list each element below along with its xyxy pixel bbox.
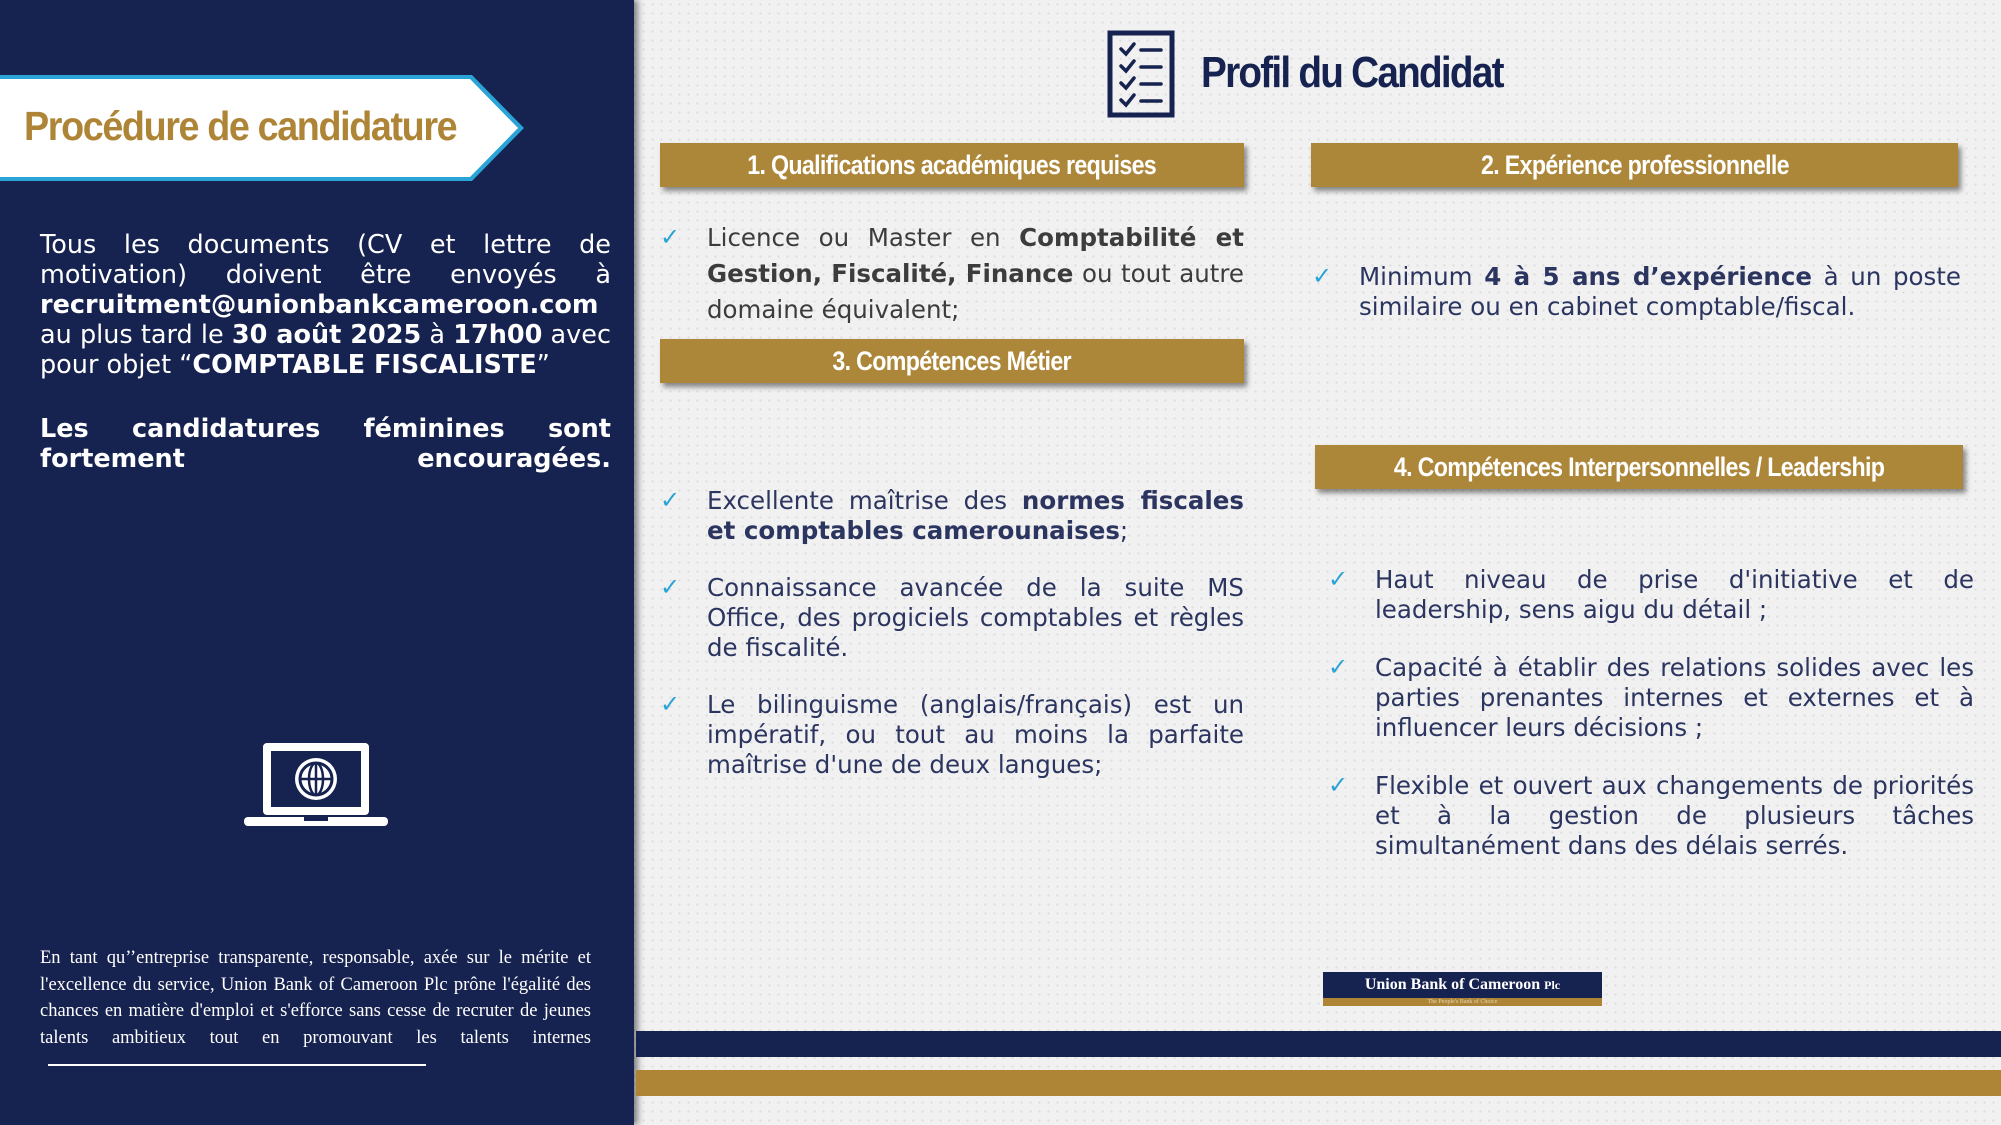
left-panel [0,0,634,1125]
check-icon: ✓ [660,690,681,718]
metier-item-1: ✓ Excellente maîtrise des normes fiscales et comptables camerounaises; [660,486,1244,545]
equal-opportunity-statement: En tant qu’’entreprise transparente, responsable, axée sur le mérite et l'excellence du service, Union Bank of Cameroon Plc prône l'égalité des chances en matière d'emploi et s'efforce sans cesse de recruter de jeunes talents ambitieux tout en promouvant les talents internes [40,945,591,1078]
deadline-line: au plus tard le 30 août 2025 à 17h00 avec [40,320,611,350]
check-icon: ✓ [1328,653,1349,681]
check-icon: ✓ [1328,565,1349,593]
procedure-banner [0,75,526,183]
interpersonal-item-3: ✓ Flexible et ouvert aux changements de priorités et à la gestion de plusieurs tâches simultanément dans des délais serrés. [1328,771,1974,860]
check-icon: ✓ [1328,771,1349,799]
deadline-time: 17h00 [453,320,543,350]
check-icon: ✓ [660,573,681,601]
page-title: Profil du Candidat [1201,48,1503,97]
metier-item-3: ✓ Le bilinguisme (anglais/français) est un impératif, ou tout au moins la parfaite maîtrise d'une de deux langues; [660,690,1244,779]
union-bank-logo: Union Bank of Cameroon Plc The People's Bank of Choice [1323,972,1602,1006]
subject-line: pour objet “COMPTABLE FISCALISTE” [40,350,550,380]
footer-bar-navy [636,1031,2001,1057]
procedure-instructions [40,230,611,380]
women-encouraged-note: Les candidatures féminines sont fortement encouragées. [40,414,611,474]
laptop-globe-icon [244,740,388,834]
check-icon: ✓ [660,223,681,251]
footer-bar-gold [636,1070,2001,1096]
checklist-icon [1107,30,1175,122]
section-interpersonal-header: 4. Compétences Interpersonnelles / Leadership [1315,445,1963,489]
section-metier-header: 3. Compétences Métier [660,339,1244,383]
subject-value: COMPTABLE FISCALISTE [192,350,537,380]
qualifications-item: ✓ Licence ou Master en Comptabilité et Gestion, Fiscalité, Finance ou tout autre domaine équivalent; [707,220,1244,328]
footer-divider [48,1064,426,1066]
deadline-date: 30 août 2025 [231,320,422,350]
procedure-title: Procédure de candidature [24,103,457,149]
experience-item: ✓ Minimum 4 à 5 ans d’expérience à un poste similaire ou en cabinet comptable/fiscal. [1312,262,1961,321]
metier-item-2: ✓ Connaissance avancée de la suite MS Office, des progiciels comptables et règles de fiscalité. [660,573,1244,662]
section-qualifications-header: 1. Qualifications académiques requises [660,143,1244,187]
check-icon: ✓ [660,486,681,514]
interpersonal-item-2: ✓ Capacité à établir des relations solides avec les parties prenantes internes et externes et à influencer leurs décisions ; [1328,653,1974,742]
contact-email[interactable]: recruitment@unionbankcameroon.com [40,290,599,320]
intro-text: Tous les documents (CV et lettre de motivation) doivent être envoyés à [40,230,611,290]
check-icon: ✓ [1312,262,1333,290]
interpersonal-item-1: ✓ Haut niveau de prise d'initiative et de leadership, sens aigu du détail ; [1328,565,1974,624]
section-experience-header: 2. Expérience professionnelle [1311,143,1958,187]
